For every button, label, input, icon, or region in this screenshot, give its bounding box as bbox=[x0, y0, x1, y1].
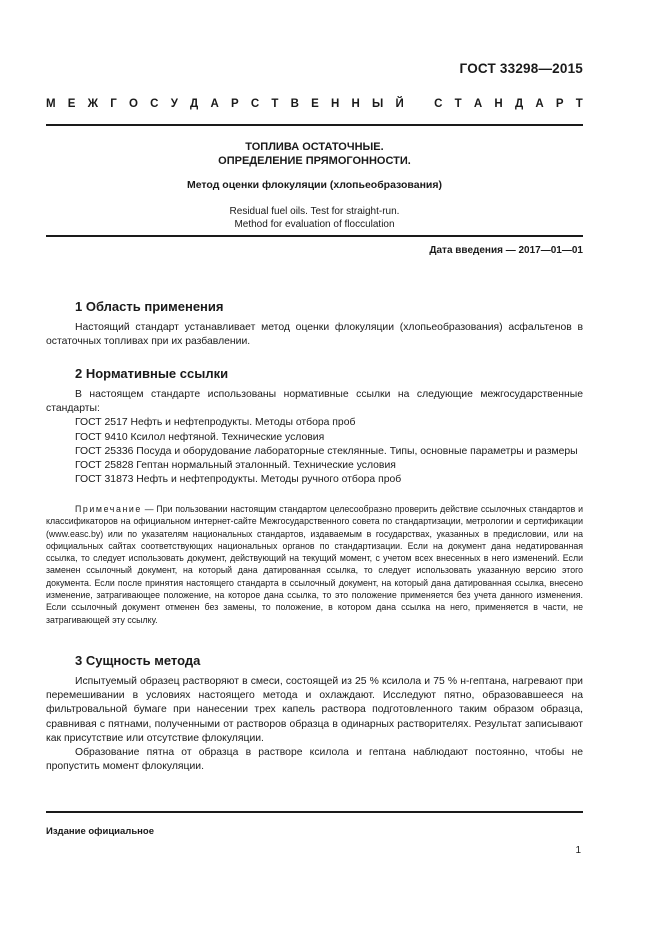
english-title-line-2: Method for evaluation of flocculation bbox=[234, 219, 395, 230]
standard-number: ГОСТ 33298—2015 bbox=[459, 61, 583, 76]
section-2-intro: В настоящем стандарте использованы нормативные ссылки на следующие межгосударственные стандарты: bbox=[46, 389, 583, 415]
heading-letter: У bbox=[170, 98, 178, 110]
document-title bbox=[46, 140, 583, 168]
note-text: — При пользовании настоящим стандартом целесообразно проверить действие ссылочных стандартов и классификаторов на официальном интернет-сайте Межгосударственного совета по стандартизации, метрологии и сертификации (www.easc.by) или по указателям национальных стандартов, издаваемым в государствах, указанных в предисловии, или на официальных сайтах соответствующих национальных органов по стандартизации. Если на документ дана недатированная ссылка, то следует использовать документ, действующий на текущий момент, с учетом всех внесенных в него изменений. Если заменен ссылочный документ, на который дана датированная ссылка, то следует использовать указанную версию этого документа. Если после принятия настоящего стандарта в ссылочный документ, на который дана датированная ссылка, внесено изменение, затрагивающее положение, на которое дана ссылка, то это положение применяется без учета данного изменения. Если ссылочный документ отменен без замены, то положение, в котором дана ссылка на него, применяется в части, не затрагивающей эту ссылку. bbox=[46, 504, 583, 625]
reference-item: ГОСТ 25336 Посуда и оборудование лабораторные стеклянные. Типы, основные параметры и размеры bbox=[75, 445, 578, 457]
interstate-standard-heading bbox=[46, 98, 583, 110]
footer-rule bbox=[46, 811, 583, 813]
heading-letter: С bbox=[150, 98, 159, 110]
document-subtitle: Метод оценки флокуляции (хлопьеобразования) bbox=[186, 179, 443, 191]
section-3-heading: 3 Сущность метода bbox=[75, 653, 201, 668]
introduction-date: Дата введения — 2017—01—01 bbox=[429, 245, 583, 256]
section-2-note bbox=[46, 503, 583, 626]
official-edition-label: Издание официальное bbox=[46, 826, 154, 837]
word-gap bbox=[416, 98, 422, 110]
heading-letter: Й bbox=[395, 98, 404, 110]
reference-item: ГОСТ 31873 Нефть и нефтепродукты. Методы ручного отбора проб bbox=[75, 474, 402, 486]
section-3-paragraph-1: Испытуемый образец растворяют в смеси, состоящей из 25 % ксилола и 75 % н-гептана, нагревают при перемешивании в условиях настоящего метода и охлаждают. Исследуют пятно, образовавшееся на фильтровальной бумаге при нанесении трех капель раствора подготовленного таким образом образца, сравнивая с пятнами, полученными от растворов образца в одинарных растворителях. Результат записывают как присутствие или отсутствие флокуляции. bbox=[46, 676, 583, 744]
title-rule bbox=[46, 235, 583, 237]
title-line-1: ТОПЛИВА ОСТАТОЧНЫЕ. bbox=[245, 141, 384, 153]
heading-letter: Е bbox=[311, 98, 319, 110]
section-3-body bbox=[46, 675, 583, 774]
top-rule bbox=[46, 124, 583, 126]
title-line-2: ОПРЕДЕЛЕНИЕ ПРЯМОГОННОСТИ. bbox=[218, 155, 411, 167]
heading-letter: В bbox=[290, 98, 299, 110]
reference-item: ГОСТ 9410 Ксилол нефтяной. Технические условия bbox=[75, 431, 325, 443]
reference-item: ГОСТ 25828 Гептан нормальный эталонный. Технические условия bbox=[75, 460, 396, 472]
section-2-body bbox=[46, 388, 583, 487]
heading-letter: О bbox=[129, 98, 138, 110]
note-label: Примечание bbox=[75, 504, 142, 514]
section-1-paragraph: Настоящий стандарт устанавливает метод оценки флокуляции (хлопьеобразования) асфальтенов в остаточных топливах при их разбавлении. bbox=[46, 322, 583, 348]
section-3-paragraph-2: Образование пятна от образца в растворе ксилола и гептана наблюдают постоянно, чтобы не пропустить момент флокуляции. bbox=[46, 747, 583, 773]
heading-letter: Н bbox=[351, 98, 360, 110]
heading-letter: Г bbox=[110, 98, 117, 110]
section-2-heading: 2 Нормативные ссылки bbox=[75, 366, 229, 381]
heading-letter: Ж bbox=[87, 98, 99, 110]
heading-letter: Н bbox=[494, 98, 503, 110]
heading-letter: Е bbox=[67, 98, 76, 110]
heading-letter: Д bbox=[190, 98, 199, 110]
heading-letter: А bbox=[473, 98, 483, 110]
heading-letter: Д bbox=[514, 98, 524, 110]
english-title bbox=[46, 205, 583, 231]
heading-letter: Р bbox=[555, 98, 564, 110]
section-1-body bbox=[46, 321, 583, 349]
heading-letter: С bbox=[434, 98, 443, 110]
heading-letter: М bbox=[46, 98, 56, 110]
heading-letter: Т bbox=[271, 98, 279, 110]
heading-letter: Т bbox=[575, 98, 583, 110]
heading-letter: А bbox=[535, 98, 544, 110]
heading-letter: Т bbox=[454, 98, 462, 110]
reference-item: ГОСТ 2517 Нефть и нефтепродукты. Методы отбора проб bbox=[75, 417, 356, 429]
heading-letter: Ы bbox=[372, 98, 384, 110]
heading-letter: Р bbox=[230, 98, 239, 110]
heading-letter: Н bbox=[330, 98, 340, 110]
heading-letter: А bbox=[210, 98, 219, 110]
section-1-heading: 1 Область применения bbox=[75, 299, 224, 314]
heading-letter: С bbox=[250, 98, 260, 110]
page-number: 1 bbox=[575, 845, 581, 856]
english-title-line-1: Residual fuel oils. Test for straight-run. bbox=[229, 206, 400, 217]
